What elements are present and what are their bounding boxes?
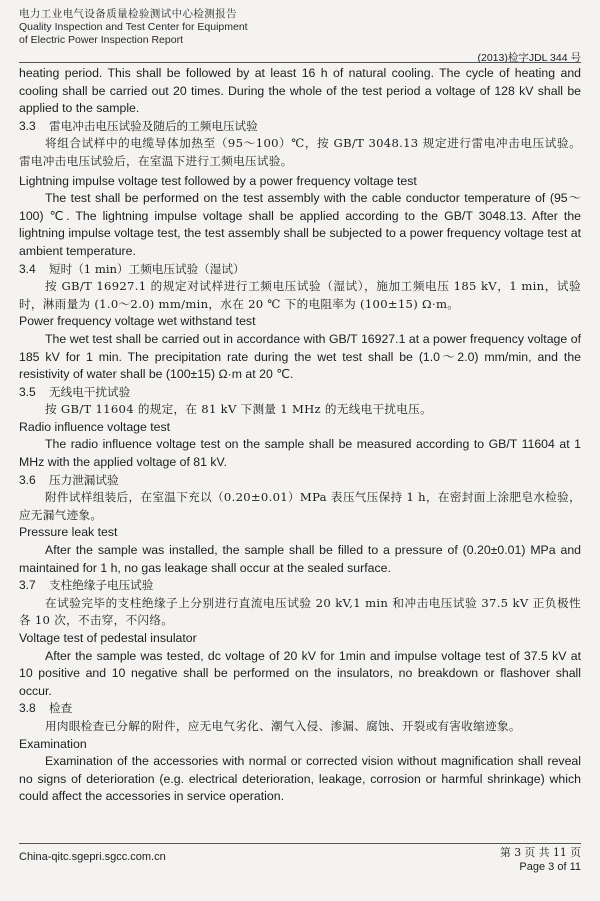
- section-3-8-title-en: Examination: [19, 736, 87, 751]
- footer-divider: [19, 843, 581, 844]
- section-3-6-text-cn: 附件试样组装后，在室温下充以（0.20±0.01）MPa 表压气压保持 1 h，在密封面上涂肥皂水检验，应无漏气迹象。: [19, 490, 581, 522]
- section-3-3: [19, 118, 581, 261]
- header-org-en-line2: of Electric Power Inspection Report: [19, 34, 183, 46]
- section-3-5: [19, 384, 581, 472]
- page-number-en: Page 3 of 11: [519, 861, 581, 873]
- section-3-5-text-en: The radio influence voltage test on the sample shall be measured according to GB/T 11604 at 1 MHz with the applied voltage of 81 kV.: [19, 437, 581, 470]
- section-3-5-text-cn: 按 GB/T 11604 的规定，在 81 kV 下测量 1 MHz 的无线电干扰电压。: [45, 402, 432, 417]
- section-3-4-title-en: Power frequency voltage wet withstand test: [19, 314, 256, 329]
- section-3-8-text-en: Examination of the accessories with normal or corrected vision without magnification shall reveal no signs of deterioration (e.g. electrical deterioration, leakage, corrosion or harmful shrinkage) which could affect the accessories in service operation.: [19, 754, 581, 804]
- report-body: [19, 65, 581, 806]
- intro-paragraph: heating period. This shall be followed by at least 16 h of natural cooling. The cycle of heating and cooling shall be carried out 20 times. During the whole of the test period a voltage of 128 kV shall be applied to the sample.: [19, 66, 581, 116]
- report-number: (2013)检字JDL 344 号: [477, 52, 581, 64]
- section-3-3-text-cn: 将组合试样中的电缆导体加热至（95～100）℃，按 GB/T 3048.13 规定进行雷电冲击电压试验。雷电冲击电压试验后，在室温下进行工频电压试验。: [19, 136, 581, 168]
- section-3-7-heading-cn: [19, 577, 581, 595]
- footer-website: China-qitc.sgepri.sgcc.com.cn: [19, 851, 166, 863]
- section-3-6: [19, 472, 581, 578]
- section-3-7-text-cn: 在试验完毕的支柱绝缘子上分别进行直流电压试验 20 kV,1 min 和冲击电压试验 37.5 kV 正负极性各 10 次，不击穿，不闪络。: [19, 595, 581, 628]
- section-3-8: [19, 700, 581, 806]
- footer-page-info: [500, 846, 581, 874]
- header-divider: [19, 62, 581, 63]
- section-title-cn: 短时（1 min）工频电压试验（湿试）: [49, 261, 245, 276]
- report-header: [19, 8, 581, 64]
- header-org-en-line1: Quality Inspection and Test Center for Equipment: [19, 21, 248, 33]
- section-title-cn: 支柱绝缘子电压试验: [49, 578, 154, 593]
- section-3-7: [19, 577, 581, 700]
- section-number: 3.5: [19, 384, 36, 399]
- section-title-cn: 无线电干扰试验: [49, 384, 131, 399]
- section-3-6-text-en: After the sample was installed, the sample shall be filled to a pressure of (0.20±0.01) MPa and maintained for 1 h, no gas leakage shall occur at the sealed surface.: [19, 543, 581, 575]
- header-org-cn: 电力工业电气设备质量检验测试中心检测报告: [19, 8, 237, 20]
- section-title-cn: 压力泄漏试验: [49, 472, 119, 487]
- section-3-6-heading-cn: [19, 472, 581, 490]
- section-3-6-title-en: Pressure leak test: [19, 525, 118, 540]
- section-number: 3.3: [19, 118, 36, 133]
- section-3-4-text-cn: 按 GB/T 16927.1 的规定对试样进行工频电压试验（湿试），施加工频电压 185 kV，1 min，试验时，淋雨量为 (1.0～2.0) mm/min，水在 20 ℃ 下的电阻率为 (100±15) Ω·m。: [19, 279, 581, 311]
- section-3-8-text-cn: 用肉眼检查已分解的附件，应无电气劣化、潮气入侵、渗漏、腐蚀、开裂或有害收缩迹象。: [45, 718, 521, 733]
- section-3-7-title-en: Voltage test of pedestal insulator: [19, 631, 197, 645]
- section-3-4: [19, 261, 581, 384]
- section-3-7-text-en: After the sample was tested, dc voltage of 20 kV for 1min and impulse voltage test of 37.5 kV at 10 positive and 10 negative shall be performed on the insulators, no breakdown or flashover shall occur.: [19, 648, 581, 698]
- section-title-cn: 雷电冲击电压试验及随后的工频电压试验: [49, 118, 258, 133]
- section-number: 3.4: [19, 261, 36, 276]
- section-number: 3.8: [19, 701, 36, 716]
- section-3-5-title-en: Radio influence voltage test: [19, 419, 171, 434]
- section-3-5-heading-cn: [19, 384, 581, 402]
- section-3-3-heading-cn: [19, 118, 581, 136]
- section-number: 3.6: [19, 472, 36, 487]
- section-3-8-heading-cn: [19, 700, 581, 718]
- section-3-4-text-en: The wet test shall be carried out in accordance with GB/T 16927.1 at a power frequency voltage of 185 kV for 1 min. The precipitation rate during the wet test shall be (1.0～2.0) mm/min, and the resistivity of water shall be (100±15) Ω·m at 20 ℃.: [19, 331, 581, 382]
- section-3-4-heading-cn: [19, 261, 581, 279]
- section-number: 3.7: [19, 578, 36, 593]
- section-title-cn: 检查: [49, 701, 73, 716]
- page-number-cn: 第 3 页 共 11 页: [500, 846, 581, 859]
- section-3-3-text-en: The test shall be performed on the test assembly with the cable conductor temperature of (95～100) ℃. The lightning impulse voltage shall be applied according to the GB/T 3048.13. After the lightning impulse voltage test, the test assembly shall be subjected to a power frequency voltage test at ambient temperature.: [19, 191, 581, 258]
- section-3-3-title-en: Lightning impulse voltage test followed by a power frequency voltage test: [19, 173, 417, 188]
